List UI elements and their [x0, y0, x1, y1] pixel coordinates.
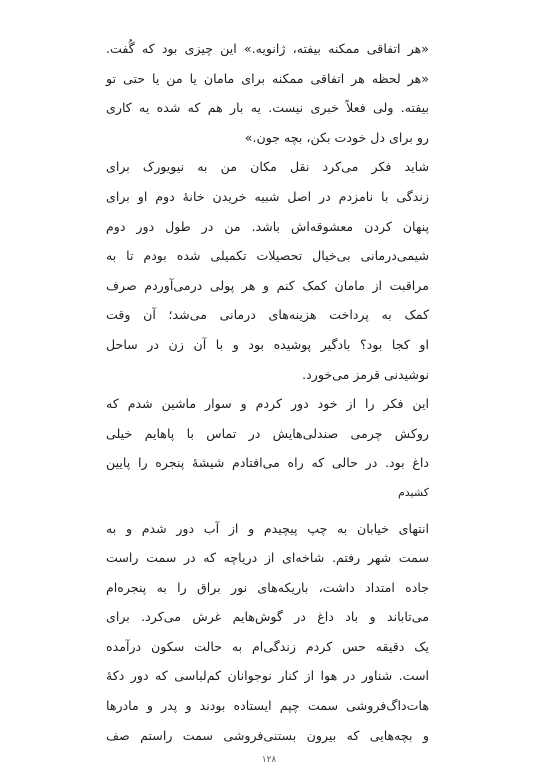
- text-line: این فکر را از خود دور کردم و سوار ماشین شدم که: [106, 396, 429, 412]
- text-line: است. شناور در هوا از کنار نوجوانان کم‌لباسی که دور دکهٔ: [106, 668, 429, 684]
- text-line: زندگی با نامزدم در اصل شبیه خریدن خانهٔ دوم او برای: [106, 188, 429, 204]
- text-line: جاده امتداد داشت، باریکه‌های نور براق را به پنجره‌ام: [106, 579, 429, 595]
- text-line: مراقبت از مامان کمک کنم و هر پولی درمی‌آوردم صرف: [106, 277, 429, 293]
- text-line: هات‌داگ‌فروشی سمت چپم ایستاده بودند و پدر و مادرها: [106, 698, 429, 714]
- body-text: [106, 34, 429, 750]
- text-line: انتهای خیابان به چپ پیچیدم و از آب دور شدم و به: [106, 520, 429, 536]
- text-line: کمک به پرداخت هزینه‌های درمانی می‌شد؛ آن وقت: [106, 307, 429, 323]
- text-line: سمت شهر رفتم. شاخه‌ای از دریاچه که در سمت راست: [106, 550, 429, 566]
- text-line: او کجا بود؟ بادگیر پوشیده بود و با آن زن در ساحل: [106, 336, 429, 352]
- text-line: بیفته. ولی فعلاً خبری نیست. یه بار هم که شده یه کاری: [106, 100, 429, 116]
- text-line: رو برای دل خودت بکن، بچه جون.»: [244, 129, 429, 145]
- text-line: نوشیدنی قرمز می‌خورد.: [302, 366, 429, 382]
- text-line: کشیدم: [398, 485, 429, 499]
- text-line: یک دقیقه حس کردم زندگی‌ام به حالت سکون درآمده: [106, 638, 429, 654]
- text-line: می‌تاباند و باد داغ در گوش‌هایم غرش می‌کرد. برای: [106, 609, 429, 625]
- text-line: «هر لحظه هر اتفاقی ممکنه برای مامان یا من یا حتی تو: [106, 70, 429, 86]
- text-line: داغ بود. در حالی که راه می‌افتادم شیشهٔ پنجره را پایین: [106, 455, 429, 471]
- text-line: شاید فکر می‌کرد نقل مکان من به نیویورک برای: [106, 159, 429, 175]
- text-line: شیمی‌درمانی بی‌خیال تحصیلات تکمیلی شده بودم تا به: [106, 248, 429, 264]
- text-line: روکش چرمی صندلی‌هایش در تماس با پاهایم خیلی: [106, 425, 429, 441]
- text-line: و بچه‌هایی که بیرون بستنی‌فروشی سمت راستم صف: [106, 727, 429, 743]
- page-number: ۱۲۸: [261, 755, 277, 765]
- text-line: پنهان کردن معشوقه‌اش باشد. من در طول دور دوم: [106, 218, 429, 234]
- text-line: «هر اتفاقی ممکنه بیفته، ژانویه.» این چیزی بود که گُفت.: [106, 41, 429, 56]
